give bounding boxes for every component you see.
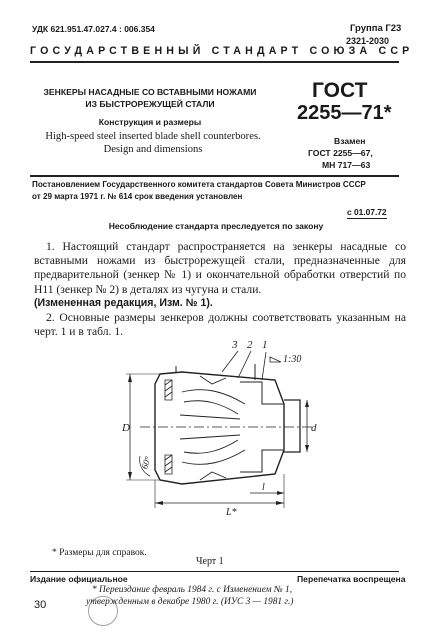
paragraph-2: 2. Основные размеры зенкеров должны соответствовать указанным на черт. 1 и в табл. 1.: [34, 311, 406, 339]
angle-label: 60°: [139, 455, 153, 471]
paragraph-1: 1. Настоящий стандарт распространяется на зенкеры насадные со вставными ножами из быстрорежущей стали, предназначенные для предварительной (зенкер № 1) и окончательной обработки отверстий по Н11 (зенкер № 2) в деталях из чугуна и стали.: [34, 240, 406, 296]
title-en-line1: High-speed steel inserted blade shell counterbores.: [45, 131, 261, 142]
taper-label: 1:30: [283, 354, 302, 365]
drawing-footnote: * Размеры для справок.: [52, 548, 147, 558]
replaces-standard-2: МН 717—63: [322, 160, 371, 170]
title-ru-line1: ЗЕНКЕРЫ НАСАДНЫЕ СО ВСТАВНЫМИ НОЖАМИ: [43, 87, 257, 97]
group-code: Группа Г23: [350, 23, 402, 34]
amendment-note: (Измененная редакция, Изм. № 1).: [34, 297, 213, 309]
title-en-line2: Design and dimensions: [103, 144, 203, 155]
reissue-note-2: утвержденным в декабре 1980 г. (ИУС 3 — 1981 г.): [86, 597, 294, 607]
counterbore-outline: [155, 372, 284, 484]
part-label-3: 3: [232, 339, 238, 351]
state-standard-banner: ГОСУДАРСТВЕННЫЙ СТАНДАРТ СОЮЗА ССР: [30, 45, 414, 57]
okp-code: 2321-2030: [346, 36, 390, 46]
drawing-caption: Черт 1: [196, 556, 224, 567]
page-number: 30: [34, 599, 47, 611]
decree-line2: от 29 марта 1971 г. № 614 срок введения установлен: [32, 192, 243, 201]
dim-d: d: [311, 422, 317, 434]
reissue-note-1: * Переиздание февраль 1984 г. с Изменением № 1,: [92, 585, 293, 595]
dim-D: D: [122, 422, 130, 434]
udk-code: УДК 621.951.47.027.4 : 006.354: [32, 24, 155, 34]
dim-l: l: [262, 482, 265, 493]
gost-number: 2255—71*: [297, 102, 392, 124]
decree-line1: Постановлением Государственного комитета стандартов Совета Министров СССР: [32, 180, 366, 189]
dim-L: L*: [226, 507, 237, 518]
part-label-1: 1: [262, 339, 268, 351]
official-edition-label: Издание официальное: [30, 574, 128, 584]
part-label-2: 2: [247, 339, 253, 351]
gost-label: ГОСТ: [312, 79, 368, 102]
title-ru-line2: ИЗ БЫСТРОРЕЖУЩЕЙ СТАЛИ: [85, 99, 215, 109]
central-bore: [284, 400, 300, 452]
subtitle-ru: Конструкция и размеры: [98, 117, 202, 127]
replaces-standard-1: ГОСТ 2255—67,: [308, 148, 373, 158]
library-stamp: [88, 596, 118, 626]
reprint-prohibited-label: Перепечатка воспрещена: [297, 574, 406, 584]
effective-date: с 01.07.72: [347, 207, 387, 217]
replaces-label: Взамен: [334, 136, 366, 146]
legal-warning: Несоблюдение стандарта преследуется по закону: [108, 221, 324, 231]
footer-rule: [30, 571, 399, 572]
